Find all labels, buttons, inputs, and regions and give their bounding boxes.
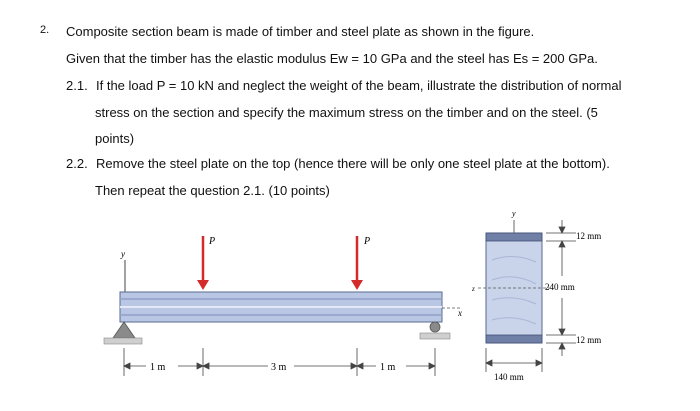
part1-number: 2.1.	[66, 78, 88, 93]
top-steel-plate	[486, 233, 542, 241]
load-arrow-left	[197, 236, 209, 290]
given-moduli: Given that the timber has the elastic modulus Ew = 10 GPa and the steel has Es = 200 GPa.	[66, 51, 598, 66]
load-label-right: P	[364, 236, 371, 247]
beam-y-label: y	[121, 249, 125, 259]
part2-line1	[66, 156, 610, 172]
span-left-label: 1 m	[150, 362, 166, 373]
part1-line2: stress on the section and specify the maximum stress on the timber and on the steel. (5	[95, 105, 598, 120]
section-z-label: z	[472, 285, 475, 293]
pin-support	[104, 322, 142, 344]
load-arrow-right	[351, 236, 363, 290]
dim-top-plate: 12 mm	[576, 231, 602, 241]
beam-figure	[0, 200, 700, 411]
roller-support	[420, 322, 450, 339]
part2-text: Remove the steel plate on the top (hence there will be only one steel plate at the bottom).	[96, 156, 610, 171]
dim-timber-height: 240 mm	[545, 282, 575, 292]
load-label-left: P	[209, 236, 216, 247]
part1-line3: points)	[95, 131, 135, 146]
part2-number: 2.2.	[66, 156, 88, 171]
dim-bottom-plate: 12 mm	[576, 335, 602, 345]
span-right-label: 1 m	[380, 362, 396, 373]
beam-x-label: x	[458, 308, 462, 318]
part1-line1	[66, 78, 622, 94]
section-y-label: y	[512, 209, 516, 218]
dim-width: 140 mm	[494, 372, 524, 382]
part1-text: If the load P = 10 kN and neglect the weight of the beam, illustrate the distribution of normal	[96, 78, 622, 93]
cross-section	[471, 209, 550, 343]
question-title: Composite section beam is made of timber and steel plate as shown in the figure.	[66, 24, 535, 39]
span-middle-label: 3 m	[271, 362, 287, 373]
part2-line2: Then repeat the question 2.1. (10 points)	[95, 183, 330, 198]
question-number: 2.	[40, 24, 50, 36]
bottom-steel-plate	[486, 335, 542, 343]
beam	[120, 292, 442, 322]
